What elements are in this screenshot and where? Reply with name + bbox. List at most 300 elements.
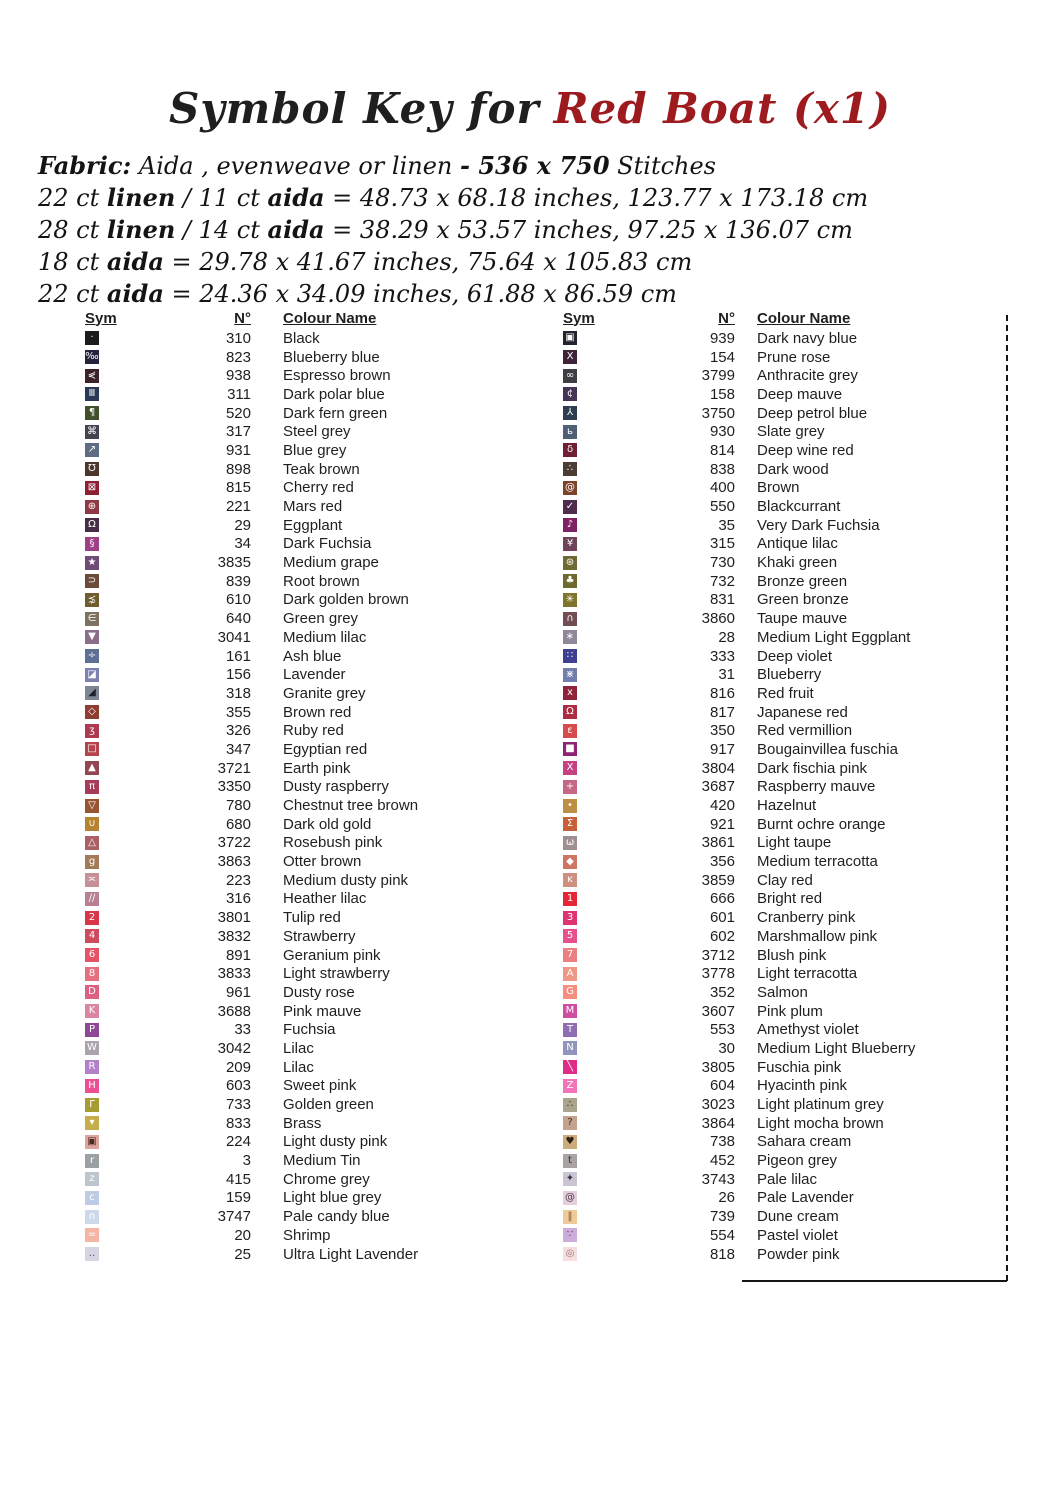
thread-number: 3743 [701,1170,735,1188]
colour-name: Marshmallow pink [757,927,878,945]
thread-number: 400 [709,479,735,497]
key-row [85,1039,418,1058]
key-row [563,1058,915,1077]
symbol-swatch: @ [565,481,575,493]
colour-name: Chrome grey [283,1170,370,1188]
thread-number: 680 [225,815,251,833]
thread-number: 333 [709,647,735,665]
symbol-swatch: = [85,1228,99,1242]
colour-name: Pale lilac [757,1170,818,1188]
symbol-swatch: ⋨ [85,593,99,607]
colour-name: Brown red [283,703,352,721]
thread-number: 817 [709,703,735,721]
thread-number: 156 [225,666,251,684]
colour-name: Steel grey [283,423,351,441]
symbol-swatch: δ [563,443,577,457]
colour-name: Dark navy blue [757,329,858,347]
key-row [85,479,418,498]
thread-number: 3687 [701,778,735,796]
symbol-swatch: ∷ [563,649,577,663]
symbol-swatch: D [85,985,99,999]
thread-number: 158 [709,385,735,403]
thread-number: 352 [709,983,735,1001]
symbol-swatch: ь [563,425,577,439]
symbol-swatch: ⊛ [563,556,577,570]
thread-number: 3 [242,1152,251,1170]
colour-name: Teak brown [283,460,360,478]
symbol-swatch: ⊃ [85,574,99,588]
colour-name: Light platinum grey [757,1096,884,1114]
key-row [85,927,418,946]
thread-number: 3833 [217,965,251,983]
thread-number: 224 [225,1133,251,1151]
colour-name: Prune rose [757,348,831,366]
colour-name: Ultra Light Lavender [283,1245,419,1263]
colour-name: Light strawberry [283,965,390,983]
header-sym: Sym [85,309,117,327]
colour-name: Japanese red [757,703,848,721]
thread-number: 26 [718,1189,735,1207]
colour-name: Powder pink [757,1245,840,1263]
thread-number: 347 [225,740,251,758]
thread-number: 317 [225,423,251,441]
symbol-swatch: ¢ [563,387,577,401]
colour-name: Tulip red [283,909,341,927]
thread-number: 326 [225,722,251,740]
thread-number: 25 [234,1245,251,1263]
colour-name: Brown [757,479,800,497]
key-row [85,1020,418,1039]
header-colour-name: Colour Name [283,309,377,327]
symbol-swatch: 5 [563,929,577,943]
colour-name: Khaki green [757,554,838,572]
thread-number: 3863 [217,853,251,871]
colour-name: Hyacinth pink [757,1077,848,1095]
symbol-swatch: ╲ [563,1060,577,1074]
thread-number: 3750 [701,404,735,422]
colour-name: Blueberry blue [283,348,380,366]
colour-name: Earth pink [283,759,351,777]
thread-number: 3042 [217,1039,251,1057]
thread-number: 603 [225,1077,251,1095]
key-row [563,1245,915,1264]
colour-name: Dusty raspberry [283,778,389,796]
key-row [85,852,418,871]
symbol-swatch: ∵ [563,1228,577,1242]
key-row [85,983,418,1002]
symbol-swatch: ∕∕ [85,892,99,906]
thread-number: 938 [225,367,251,385]
key-row [85,516,418,535]
colour-name: Medium Light Eggplant [757,628,911,646]
symbol-swatch: Σ [563,817,577,831]
thread-number: 604 [709,1077,735,1095]
colour-name: Dark golden brown [283,591,409,609]
key-row [563,628,915,647]
key-row [85,535,418,554]
symbol-swatch: K [85,1004,99,1018]
key-row [563,609,915,628]
thread-number: 833 [225,1114,251,1132]
key-table-left [85,307,418,1263]
key-row [85,796,418,815]
symbol-swatch: ◢ [85,686,99,700]
symbol-swatch: M [563,1004,577,1018]
thread-number: 3799 [701,367,735,385]
key-row [563,1207,915,1226]
key-row [85,1207,418,1226]
symbol-swatch: 6 [85,948,99,962]
table-header [563,307,915,329]
symbol-swatch: Ω [85,518,99,532]
key-row [85,740,418,759]
fabric-lines [38,150,868,310]
colour-name: Golden green [283,1096,374,1114]
header-number: N° [718,309,735,327]
symbol-swatch: X [563,350,577,364]
key-row [563,553,915,572]
key-row [563,441,915,460]
thread-number: 891 [225,946,251,964]
thread-number: 3805 [701,1058,735,1076]
thread-number: 898 [225,460,251,478]
key-row [85,422,418,441]
colour-name: Antique lilac [757,535,838,553]
thread-number: 3778 [701,965,735,983]
colour-name: Dune cream [757,1208,839,1226]
thread-number: 35 [718,516,735,534]
key-row [563,815,915,834]
symbol-swatch: 7 [563,948,577,962]
key-row [563,1189,915,1208]
key-row [85,815,418,834]
header-colour-name: Colour Name [757,309,851,327]
colour-name: Shrimp [283,1226,331,1244]
key-row [85,553,418,572]
key-row [563,890,915,909]
thread-number: 3747 [217,1208,251,1226]
colour-name: Raspberry mauve [757,778,876,796]
colour-name: Medium Light Blueberry [757,1039,916,1057]
colour-name: Dark fischia pink [757,759,868,777]
key-row [85,703,418,722]
key-row [563,422,915,441]
colour-name: Dark wood [757,460,829,478]
colour-name: Light terracotta [757,965,858,983]
thread-number: 939 [709,329,735,347]
key-row [85,759,418,778]
key-row [563,665,915,684]
key-row [85,1245,418,1264]
key-row [85,778,418,797]
thread-number: 3350 [217,778,251,796]
colour-name: Fuchsia [283,1021,336,1039]
symbol-swatch: ĸ [563,873,577,887]
fabric-line: 22 ct aida = 24.36 x 34.09 inches, 61.88 x 86.59 cm [38,279,677,308]
thread-number: 818 [709,1245,735,1263]
symbol-swatch: T [563,1023,577,1037]
symbol-swatch: ≍ [85,873,99,887]
symbol-swatch: ▾ [85,1116,99,1130]
colour-name: Cherry red [283,479,354,497]
colour-name: Burnt ochre orange [757,815,886,833]
symbol-swatch: ∗ [563,630,577,644]
header-sym: Sym [563,309,595,327]
key-row [563,460,915,479]
thread-number: 34 [234,535,251,553]
colour-name: Strawberry [283,927,356,945]
key-row [563,497,915,516]
key-row [85,721,418,740]
symbol-swatch: ⊠ [85,481,99,495]
colour-name: Brass [283,1114,322,1132]
key-row [563,1039,915,1058]
thread-number: 931 [225,441,251,459]
colour-name: Deep mauve [757,385,843,403]
symbol-swatch: W [85,1041,99,1055]
thread-number: 29 [234,516,251,534]
key-rows-right [563,329,915,1263]
thread-number: 31 [718,666,735,684]
key-row [563,1133,915,1152]
key-row [563,535,915,554]
symbol-swatch: · [85,331,99,345]
thread-number: 601 [709,909,735,927]
key-row [563,479,915,498]
thread-number: 814 [709,441,735,459]
symbol-swatch: ◪ [85,668,99,682]
symbol-swatch: ◇ [85,705,99,719]
colour-name: Light taupe [757,834,832,852]
colour-name: Root brown [283,572,360,590]
colour-name: Pale Lavender [757,1189,854,1207]
key-row [85,1170,418,1189]
symbol-swatch: A [563,967,577,981]
key-row [85,329,418,348]
key-row [563,516,915,535]
key-row [563,927,915,946]
key-row [563,721,915,740]
colour-name: Light dusty pink [283,1133,388,1151]
key-row [85,404,418,423]
colour-name: Blush pink [757,946,827,964]
key-row [85,628,418,647]
key-row [85,497,418,516]
key-row [563,759,915,778]
symbol-swatch: ‖ [563,1210,577,1224]
colour-name: Hazelnut [757,797,817,815]
thread-number: 310 [225,329,251,347]
colour-name: Pastel violet [757,1226,838,1244]
symbol-swatch: ∩ [563,612,577,626]
colour-name: Cranberry pink [757,909,856,927]
symbol-swatch: ∴ [563,1098,577,1112]
thread-number: 3607 [701,1002,735,1020]
colour-name: Green bronze [757,591,849,609]
key-row [85,1133,418,1152]
fabric-line: Fabric: Aida , evenweave or linen - 536 x 750 Stitches [38,151,716,180]
key-row [85,1226,418,1245]
symbol-swatch: N [563,1041,577,1055]
thread-number: 3712 [701,946,735,964]
thread-number: 33 [234,1021,251,1039]
symbol-swatch: ▼ [85,630,99,644]
symbol-swatch: G [563,985,577,999]
thread-number: 838 [709,460,735,478]
key-row [85,1058,418,1077]
symbol-swatch: ■ [563,742,577,756]
symbol-swatch: P [85,1023,99,1037]
thread-number: 28 [718,628,735,646]
fabric-line: 22 ct linen / 11 ct aida = 48.73 x 68.18 inches, 123.77 x 173.18 cm [38,183,869,212]
title-pattern-name: Red Boat (x1) [553,84,892,133]
colour-name: Red fruit [757,684,814,702]
thread-number: 550 [709,498,735,516]
symbol-swatch: Ʊ [85,462,99,476]
colour-name: Rosebush pink [283,834,383,852]
thread-number: 921 [709,815,735,833]
symbol-swatch: ? [563,1116,577,1130]
key-row [563,983,915,1002]
fabric-line: 18 ct aida = 29.78 x 41.67 inches, 75.64 x 105.83 cm [38,247,693,276]
colour-name: Taupe mauve [757,610,848,628]
thread-number: 3835 [217,554,251,572]
key-row [563,647,915,666]
thread-number: 815 [225,479,251,497]
key-row [563,796,915,815]
symbol-swatch: ‰ [85,351,99,363]
thread-number: 452 [709,1152,735,1170]
key-table-right [563,307,915,1263]
key-row [563,1151,915,1170]
colour-name: Medium dusty pink [283,871,409,889]
thread-number: 780 [225,797,251,815]
colour-name: Black [283,329,320,347]
key-rows-left [85,329,418,1263]
symbol-swatch: ⅄ [563,406,577,420]
key-row [85,871,418,890]
colour-name: Geranium pink [283,946,381,964]
key-row [563,1002,915,1021]
thread-number: 3804 [701,759,735,777]
thread-number: 823 [225,348,251,366]
colour-name: Very Dark Fuchsia [757,516,880,534]
key-row [85,1114,418,1133]
key-row [563,703,915,722]
thread-number: 610 [225,591,251,609]
key-row [85,964,418,983]
symbol-swatch: + [563,780,577,794]
symbol-swatch: R [85,1060,99,1074]
key-row [85,1002,418,1021]
symbol-swatch: ▽ [85,799,99,813]
colour-name: Pale candy blue [283,1208,390,1226]
symbol-swatch: g [85,855,99,869]
colour-name: Dark fern green [283,404,388,422]
key-row [85,385,418,404]
symbol-swatch: ✓ [563,500,577,514]
symbol-swatch: □ [85,742,99,756]
colour-name: Espresso brown [283,367,391,385]
symbol-swatch: c [85,1191,99,1205]
key-row [563,1114,915,1133]
key-row [563,684,915,703]
thread-number: 3859 [701,871,735,889]
colour-name: Otter brown [283,853,362,871]
key-row [85,609,418,628]
symbol-swatch: 1 [563,892,577,906]
fabric-line: 28 ct linen / 14 ct aida = 38.29 x 53.57 inches, 97.25 x 136.07 cm [38,215,853,244]
key-row [85,1077,418,1096]
thread-number: 3801 [217,909,251,927]
symbol-swatch: △ [85,836,99,850]
thread-number: 3721 [217,759,251,777]
header-number: N° [234,309,251,327]
symbol-swatch: ↗ [85,443,99,457]
thread-number: 553 [709,1021,735,1039]
key-row [85,834,418,853]
thread-number: 3864 [701,1114,735,1132]
colour-name: Sweet pink [283,1077,357,1095]
colour-name: Dusty rose [283,983,355,1001]
symbol-swatch: x [563,686,577,700]
thread-number: 221 [225,498,251,516]
colour-name: Granite grey [283,684,366,702]
symbol-swatch: ¶ [85,406,99,420]
key-row [563,964,915,983]
key-row [85,684,418,703]
thread-number: 420 [709,797,735,815]
symbol-swatch: z [85,1172,99,1186]
symbol-swatch: ◎ [563,1247,577,1261]
thread-number: 159 [225,1189,251,1207]
thread-number: 356 [709,853,735,871]
symbol-swatch: ε [563,724,577,738]
thread-number: 355 [225,703,251,721]
key-row [85,1189,418,1208]
key-row [563,946,915,965]
symbol-swatch: Ⅲ [85,387,99,401]
thread-number: 3688 [217,1002,251,1020]
thread-number: 930 [709,423,735,441]
colour-name: Deep petrol blue [757,404,868,422]
symbol-swatch: X [563,761,577,775]
colour-name: Medium grape [283,554,379,572]
thread-number: 839 [225,572,251,590]
colour-name: Dark polar blue [283,385,385,403]
colour-name: Fuschia pink [757,1058,842,1076]
colour-name: Heather lilac [283,890,367,908]
symbol-swatch: ¥ [563,537,577,551]
thread-number: 666 [709,890,735,908]
page-right-dashed-border [1006,315,1008,1281]
key-row [563,908,915,927]
key-row [85,647,418,666]
thread-number: 3023 [701,1096,735,1114]
colour-name: Pink mauve [283,1002,362,1020]
thread-number: 20 [234,1226,251,1244]
symbol-swatch: @ [565,1191,575,1203]
symbol-swatch: 2 [85,911,99,925]
symbol-swatch: ∴ [563,462,577,476]
key-row [85,946,418,965]
key-row [85,908,418,927]
colour-name: Green grey [283,610,359,628]
key-row [563,329,915,348]
symbol-swatch: ∈ [85,612,99,626]
symbol-swatch: r [85,1154,99,1168]
key-row [563,366,915,385]
